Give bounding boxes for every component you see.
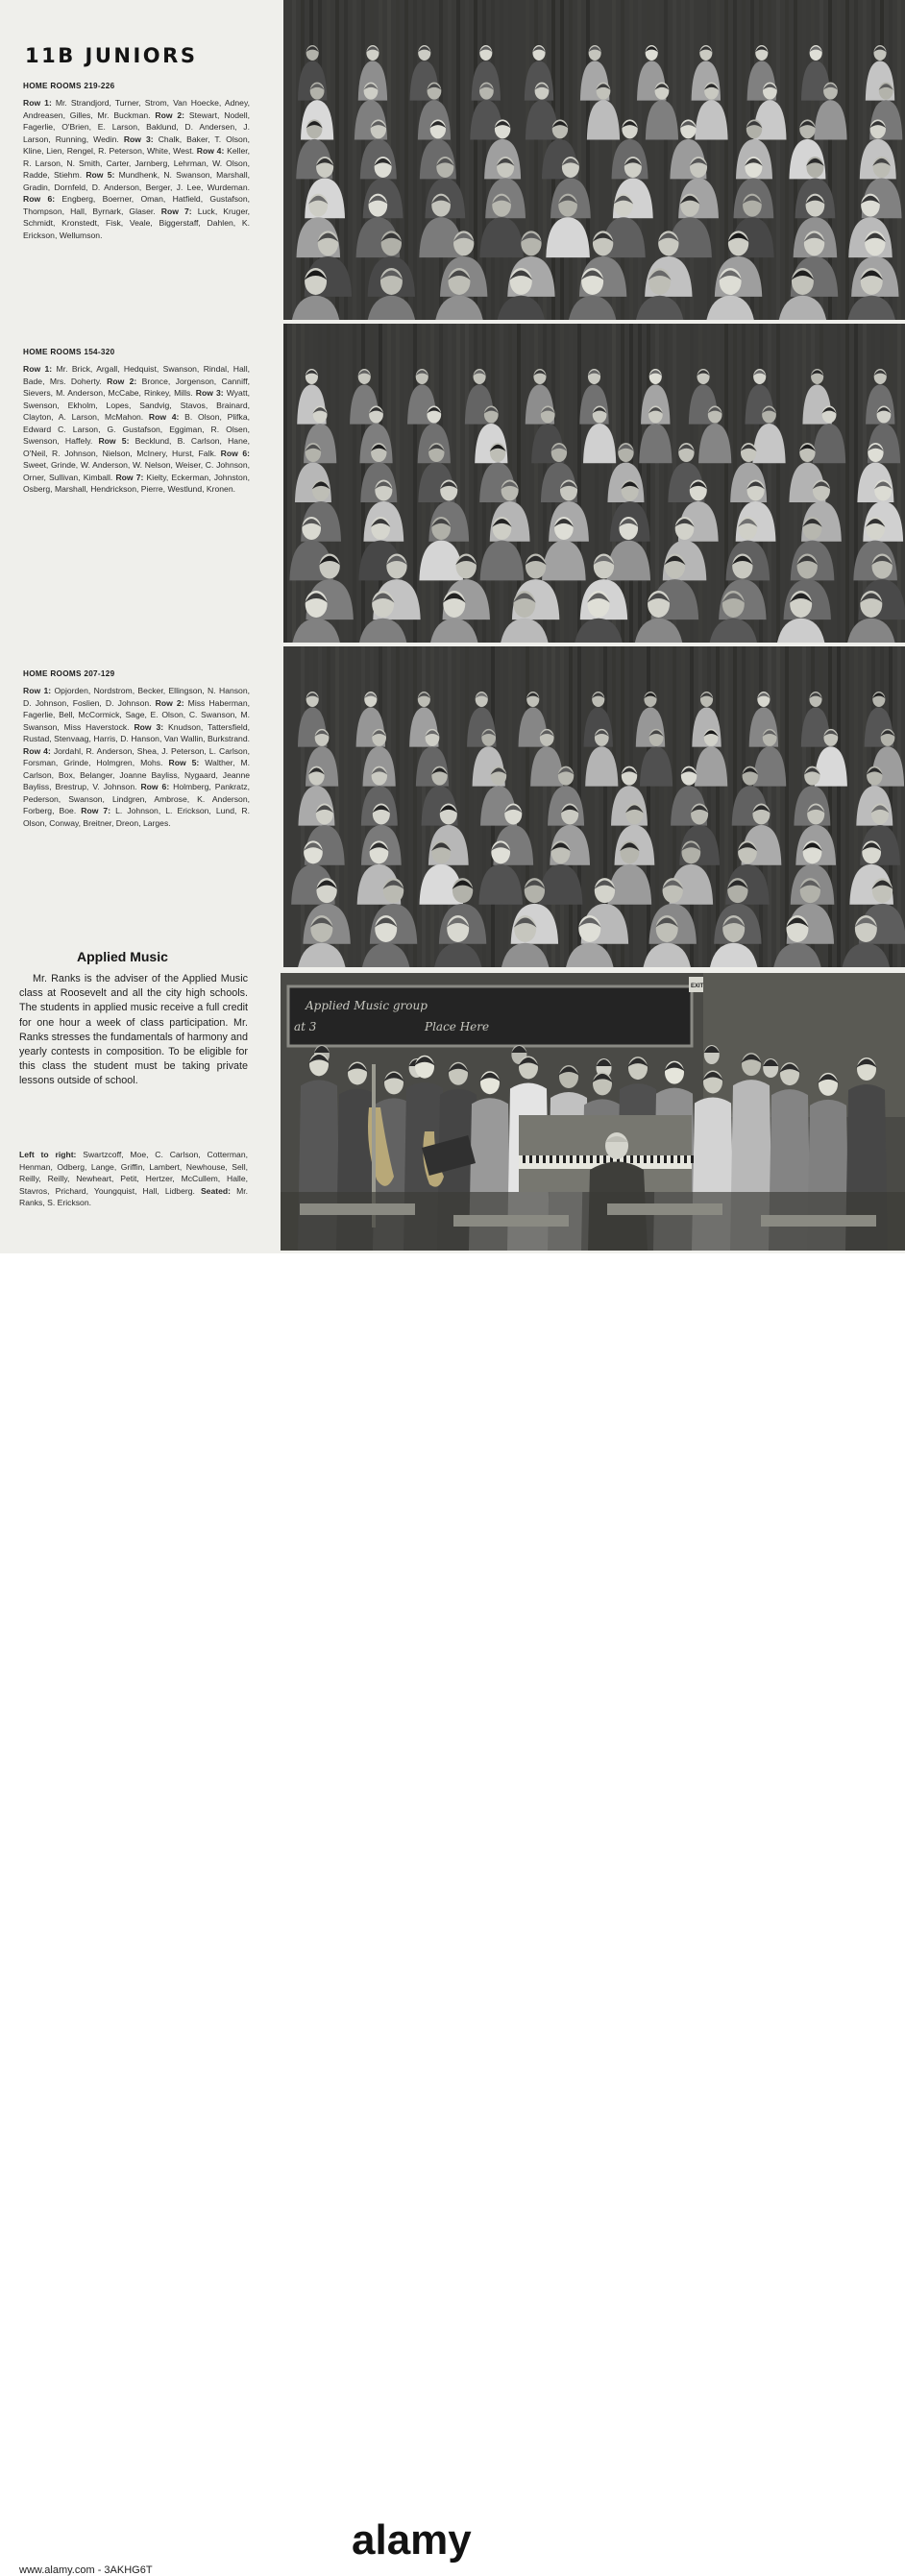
row-names: Opjorden, Nordstrom, Becker, Ellingson, N. Hanson, D. Johnson, Foslien, D. Johnson.: [23, 686, 251, 708]
text-column: [0, 0, 281, 1253]
curtain-fold: [716, 324, 720, 643]
row-label: Row 6:: [220, 448, 250, 458]
row-label: Row 2:: [155, 109, 185, 120]
piano-black-key: [583, 1155, 586, 1163]
row-label: Row 5:: [168, 758, 200, 768]
home-rooms-heading-3: HOME ROOMS 207-129: [23, 669, 115, 678]
row-label: Row 1:: [23, 98, 52, 108]
class-photo-154-320: [283, 324, 905, 643]
piano-black-key: [657, 1155, 660, 1163]
piano-black-key: [664, 1155, 667, 1163]
curtain-fold: [845, 646, 849, 967]
credits-paragraph: [19, 1149, 248, 1209]
row-label: Row 5:: [98, 436, 130, 447]
row-names: Walther, M. Carlson, Box, Belanger, Joanne Bayliss, Nygaard, Jeanne Bayliss, Brestrup, V. Johnson.: [23, 758, 250, 792]
piano-black-key: [597, 1155, 599, 1163]
row-names: Engberg, Boerner, Oman, Hatfield, Gustafson, Thompson, Hall, Byrnark, Glaser.: [23, 194, 250, 216]
piano-black-key: [536, 1155, 539, 1163]
alamy-logo-text: alamy: [352, 2519, 472, 2564]
applied-music-image: [281, 973, 905, 1251]
piano-black-key: [576, 1155, 579, 1163]
applied-music-paragraph: Mr. Ranks is the adviser of the Applied Music class at Roosevelt and all the city high schools. The students in applied music receive a full credit for one hour a week of class participation. Mr. Ranks stresses the fundamentals of harmony and yearly contests in composition. To be eligible for this class the student must be taking private lessons outside of school.: [19, 973, 248, 1087]
chalk-writing: at 3: [294, 1020, 317, 1033]
piano-black-key: [650, 1155, 653, 1163]
class-photo-image: [283, 0, 905, 320]
row-label: Seated:: [200, 1185, 231, 1196]
piano-black-key: [570, 1155, 573, 1163]
chalk-writing: Applied Music group: [306, 999, 428, 1012]
curtain-fold: [353, 646, 356, 967]
piano-black-key: [637, 1155, 640, 1163]
curtain-fold: [353, 324, 356, 643]
curtain-fold: [845, 0, 849, 320]
row-names: Jordahl, R. Anderson, Shea, J. Peterson, L. Carlson, Forsman, Grinde, Holmgren, Mohs.: [23, 745, 250, 768]
curtain-fold: [413, 0, 417, 320]
curtain-fold: [768, 324, 771, 643]
watermark-url: www.alamy.com - 3AKHG6T: [19, 2564, 153, 2576]
row-names: Mr. Brick, Argall, Hedquist, Swanson, Rindal, Hall, Bade, Mrs. Doherty.: [23, 364, 250, 386]
piano-black-key: [603, 1155, 606, 1163]
row-label: Left to right:: [19, 1150, 77, 1159]
row-names: Becklund, B. Carlson, Hane, O'Neil, R. Johnson, Nielson, McInery, Hurst, Falk.: [23, 436, 251, 458]
row-names: L. Johnson, L. Erickson, Lund, R. Olson, Conway, Breitner, Dreon, Larges.: [23, 806, 250, 829]
row-names: Bronce, Jorgenson, Canniff, Sievers, M. Anderson, McCabe, Rinkey, Mills.: [23, 376, 250, 399]
row-names: Keller, R. Larson, N. Smith, Carter, Jarnberg, Lehrman, W. Olson, Radde, Stiehm.: [23, 146, 250, 181]
caption-paragraph: [23, 97, 250, 242]
row-label: Row 1:: [23, 364, 53, 374]
piano-black-key: [550, 1155, 552, 1163]
curtain-fold: [647, 324, 650, 643]
row-label: Row 3:: [123, 134, 154, 144]
piano-black-key: [677, 1155, 680, 1163]
row-names: Stewart, Nodell, Fagerlie, O'Brien, E. Larson, Baklund, D. Andersen, J. Larson, Running, Wedin.: [23, 109, 250, 144]
applied-music-photo: [281, 973, 905, 1251]
caption-paragraph: [23, 685, 250, 830]
home-rooms-heading-2: HOME ROOMS 154-320: [23, 348, 115, 356]
caption-paragraph: [23, 363, 250, 496]
row-names: Mr. Ranks, S. Erickson.: [19, 1185, 249, 1207]
row-label: Row 6:: [23, 194, 56, 205]
curtain-fold: [837, 324, 841, 643]
applied-music-body: [19, 972, 248, 1089]
desk-top: [453, 1215, 569, 1227]
row-names: Mundhenk, N. Swanson, Marshall, Gradin, Dornfeld, D. Anderson, Berger, J. Lee, Wurdeman.: [23, 170, 250, 192]
desk-top: [761, 1215, 876, 1227]
row-label: Row 3:: [134, 721, 164, 732]
row-label: Row 1:: [23, 686, 52, 695]
caption-group-1: [23, 97, 250, 242]
chalkboard: [288, 986, 692, 1046]
curtain-fold: [828, 324, 832, 643]
applied-music-credits: [19, 1149, 248, 1209]
row-label: Row 7:: [160, 206, 192, 216]
curtain-fold: [785, 646, 789, 967]
row-label: Row 2:: [155, 697, 184, 708]
piano-black-key: [691, 1155, 694, 1163]
chalk-writing: Place Here: [425, 1020, 490, 1033]
desk-top: [300, 1203, 415, 1215]
alamy-logo: [352, 2519, 553, 2564]
curtain-fold: [292, 646, 296, 967]
row-label: Row 7:: [115, 472, 144, 482]
applied-music-title: Applied Music: [77, 949, 168, 964]
row-names: Knudson, Tattersfield, Rustad, Stenvaag, Harris, D. Hanson, Van Wallin, Burkstrand.: [23, 721, 250, 744]
piano-black-key: [543, 1155, 546, 1163]
row-names: Sweet, Grinde, W. Anderson, W. Nelson, Weiser, C. Johnson, Orner, Sullivan, Kimball.: [23, 460, 250, 482]
curtain-fold: [776, 0, 780, 320]
home-rooms-heading-1: HOME ROOMS 219-226: [23, 82, 115, 90]
piano-black-key: [644, 1155, 647, 1163]
curtain-fold: [776, 324, 780, 643]
row-label: Row 5:: [86, 170, 115, 181]
class-photo-219-226: [283, 0, 905, 320]
row-names: Miss Haberman, Fagerlie, Bell, McCormick, Sage, E. Olson, C. Swanson, M. Swanson, Miss Haverstock.: [23, 697, 250, 732]
curtain-fold: [577, 324, 581, 643]
piano-black-key: [630, 1155, 633, 1163]
exit-sign-text: EXIT: [691, 984, 704, 989]
yearbook-page: [0, 0, 905, 1253]
curtain-fold: [845, 324, 849, 643]
piano-black-key: [523, 1155, 526, 1163]
curtain-fold: [577, 0, 581, 320]
curtain-fold: [413, 646, 417, 967]
row-names: Swartzcoff, Moe, C. Carlson, Cotterman, Henman, Odberg, Lange, Griffin, Lambert, Newhouse, Sell, Reilly, Reilly, Newheart, Petit, Hertzer, McCullem, Halle, Stavros, Prichard, Youngquist, Hall, Lidberg.: [19, 1150, 249, 1196]
row-label: Row 4:: [196, 146, 225, 157]
curtain-fold: [283, 646, 287, 967]
curtain-fold: [837, 646, 841, 967]
curtain-fold: [292, 0, 296, 320]
piano-black-key: [556, 1155, 559, 1163]
row-names: Kielty, Eckerman, Johnston, Osberg, Marshall, Hendrickson, Pierre, Westlund, Kronen.: [23, 472, 250, 495]
curtain-fold: [854, 646, 858, 967]
row-label: Row 4:: [148, 412, 180, 423]
curtain-fold: [283, 324, 287, 643]
caption-group-2: [23, 363, 250, 496]
curtain-fold: [283, 0, 287, 320]
curtain-fold: [292, 324, 296, 643]
class-photo-207-129: [283, 646, 905, 967]
curtain-fold: [353, 0, 356, 320]
row-label: Row 3:: [195, 388, 224, 399]
piano-black-key: [563, 1155, 566, 1163]
curtain-fold: [785, 0, 789, 320]
row-names: Holmberg, Pankratz, Pederson, Swanson, Lindgren, Ambrose, K. Anderson, Forberg, Boe.: [23, 782, 251, 816]
piano-black-key: [529, 1155, 532, 1163]
row-names: B. Olson, Plifka, Edward C. Larson, G. Gustafson, Eggiman, R. Olsen, Swenson, Haffely.: [23, 412, 251, 447]
row-names: Mr. Strandjord, Turner, Strom, Van Hoecke, Adney, Andreasen, Gilles, Mr. Buckman.: [23, 98, 250, 120]
row-label: Row 6:: [140, 782, 170, 792]
piano-black-key: [684, 1155, 687, 1163]
row-names: Chalk, Baker, T. Olson, Kline, Lien, Rengel, R. Peterson, White, West.: [23, 134, 250, 157]
curtain-fold: [897, 0, 901, 320]
section-title: 11B JUNIORS: [25, 44, 198, 67]
row-label: Row 4:: [23, 745, 51, 756]
row-names: Wyatt, Swenson, Ekholm, Lopes, Sandvig, Stavos, Brainard, Clayton, A. Larson, McMahon.: [23, 388, 250, 423]
class-photo-image: [283, 324, 905, 643]
class-photo-image: [283, 646, 905, 967]
watermark-band: [0, 1253, 905, 2576]
piano-black-key: [590, 1155, 593, 1163]
curtain-fold: [837, 0, 841, 320]
row-label: Row 2:: [107, 376, 137, 386]
row-label: Row 7:: [81, 806, 111, 816]
piano-black-key: [671, 1155, 673, 1163]
desk-top: [607, 1203, 722, 1215]
caption-group-3: [23, 685, 250, 830]
curtain-fold: [776, 646, 780, 967]
curtain-fold: [854, 324, 858, 643]
piano-black-key: [624, 1155, 626, 1163]
row-names: Luck, Kruger, Schmidt, Kronstedt, Fisk, Veale, Biggerstaff, Dahlen, K. Erickson, Wellumson.: [23, 206, 251, 241]
